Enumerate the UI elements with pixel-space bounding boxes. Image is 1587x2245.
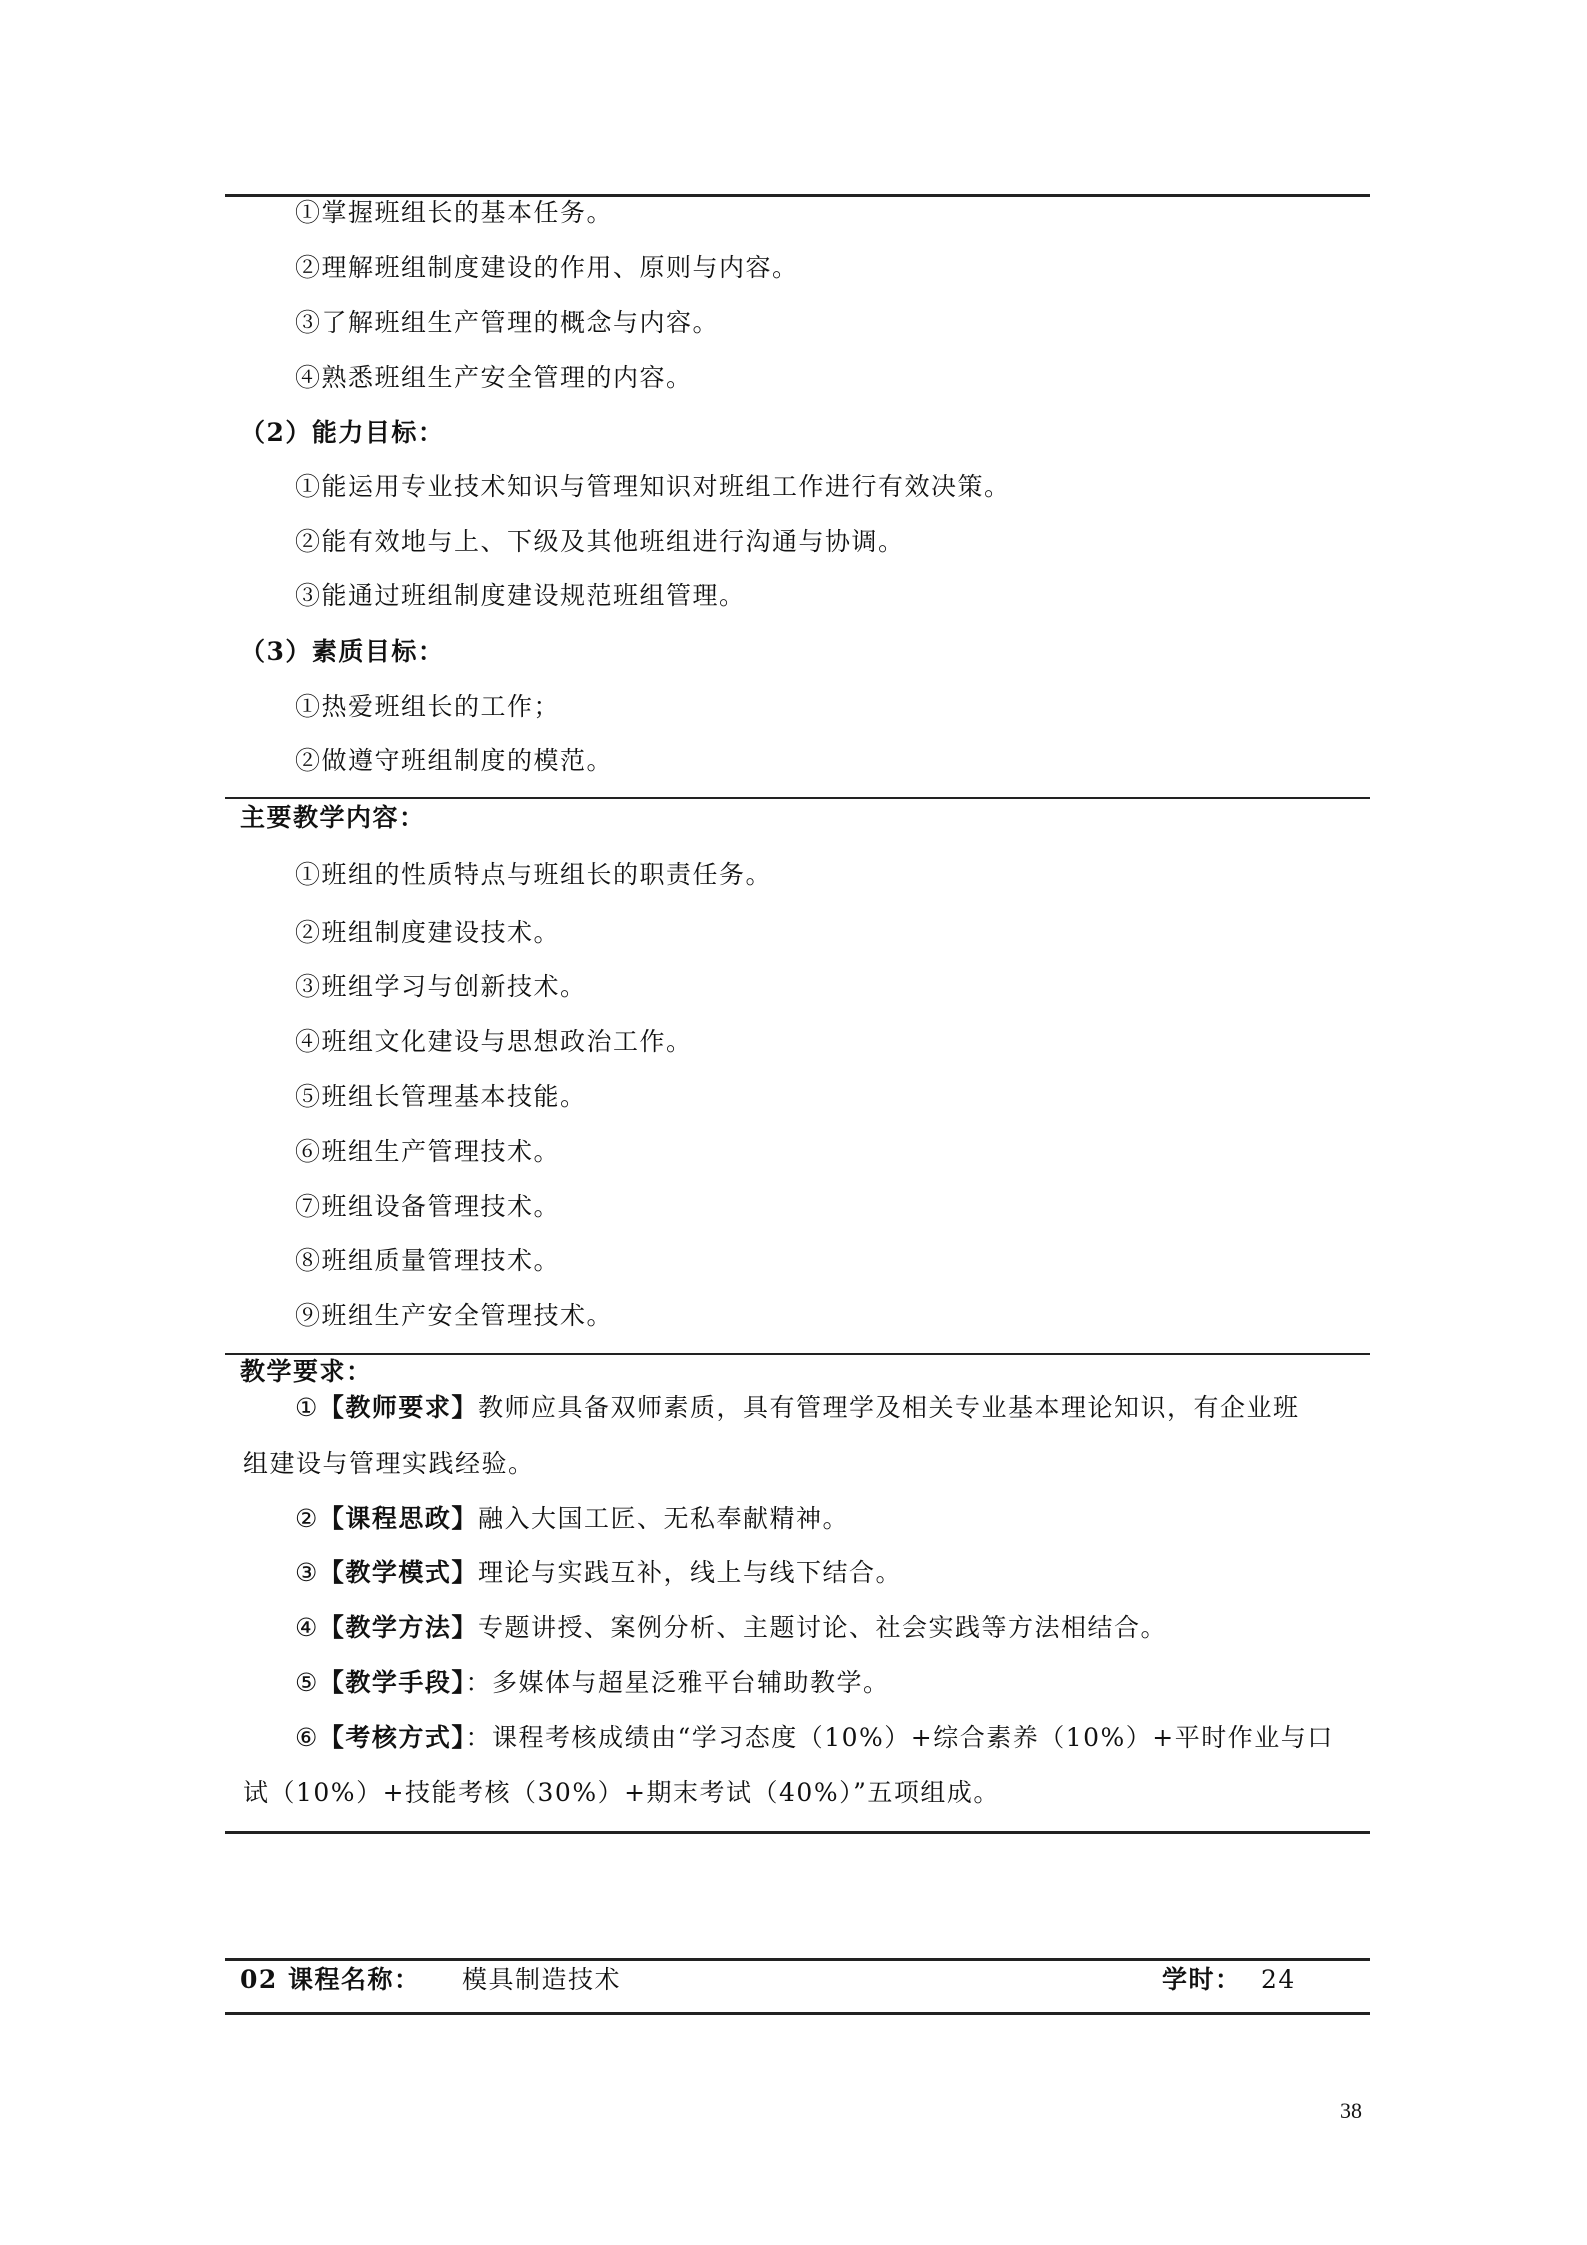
- requirement-4: [295, 1613, 1167, 1643]
- requirement-5-text: ：多媒体与超星泛雅平台辅助教学。: [465, 1668, 890, 1697]
- content-item-5: ⑤班组长管理基本技能。: [295, 1082, 587, 1111]
- course-hours-label: 学时：: [1162, 1965, 1242, 1994]
- knowledge-goal-1: ①掌握班组长的基本任务。: [295, 198, 614, 227]
- requirement-1-tag: 【教师要求】: [318, 1393, 478, 1422]
- requirement-5: [295, 1668, 889, 1698]
- ability-goal-2: ②能有效地与上、下级及其他班组进行沟通与协调。: [295, 527, 905, 556]
- top-rule: [225, 194, 1370, 197]
- ability-goals-heading: （2）能力目标：: [240, 418, 445, 447]
- requirement-1-text: 教师应具备双师素质，具有管理学及相关专业基本理论知识，有企业班: [477, 1393, 1300, 1422]
- course-header-top-rule: [225, 1958, 1370, 1961]
- requirement-4-num: ④: [295, 1613, 319, 1642]
- content-item-4: ④班组文化建设与思想政治工作。: [295, 1027, 693, 1056]
- requirement-6-text: ：课程考核成绩由“学习态度（10%）+综合素养（10%）+平时作业与口: [465, 1723, 1334, 1752]
- ability-goal-1: ①能运用专业技术知识与管理知识对班组工作进行有效决策。: [295, 472, 1011, 501]
- requirement-6-continuation: 试（10%）+技能考核（30%）+期末考试（40%）”五项组成。: [243, 1778, 1000, 1807]
- content-item-6: ⑥班组生产管理技术。: [295, 1137, 561, 1166]
- requirement-2-text: 融入大国工匠、无私奉献精神。: [477, 1504, 849, 1533]
- table-bottom-rule: [225, 1831, 1370, 1834]
- course-name: 模具制造技术: [462, 1965, 622, 1994]
- requirement-5-num: ⑤: [295, 1668, 319, 1697]
- requirement-1-continuation: 组建设与管理实践经验。: [243, 1449, 535, 1478]
- requirement-3-tag: 【教学模式】: [318, 1558, 478, 1587]
- requirement-3-num: ③: [295, 1558, 319, 1587]
- requirement-4-tag: 【教学方法】: [318, 1613, 478, 1642]
- content-item-8: ⑧班组质量管理技术。: [295, 1246, 561, 1275]
- requirement-6-num: ⑥: [295, 1723, 319, 1752]
- ability-goal-3: ③能通过班组制度建设规范班组管理。: [295, 581, 746, 610]
- requirement-6-tag: 【考核方式】: [318, 1723, 466, 1752]
- content-item-1: ①班组的性质特点与班组长的职责任务。: [295, 860, 773, 889]
- requirements-heading: 教学要求：: [240, 1357, 373, 1386]
- requirement-1-num: ①: [295, 1393, 319, 1422]
- knowledge-goal-3: ③了解班组生产管理的概念与内容。: [295, 308, 720, 337]
- knowledge-goal-2: ②理解班组制度建设的作用、原则与内容。: [295, 253, 799, 282]
- requirement-3-text: 理论与实践互补，线上与线下结合。: [477, 1558, 902, 1587]
- requirement-2-num: ②: [295, 1504, 319, 1533]
- course-header-bottom-rule: [225, 2012, 1370, 2015]
- requirement-3: [295, 1558, 902, 1588]
- content-heading: 主要教学内容：: [240, 803, 426, 832]
- requirement-2: [295, 1504, 849, 1534]
- content-item-2: ②班组制度建设技术。: [295, 918, 561, 947]
- requirement-5-tag: 【教学手段】: [318, 1668, 466, 1697]
- requirement-4-text: 专题讲授、案例分析、主题讨论、社会实践等方法相结合。: [477, 1613, 1167, 1642]
- requirement-2-tag: 【课程思政】: [318, 1504, 478, 1533]
- content-item-3: ③班组学习与创新技术。: [295, 972, 587, 1001]
- section-divider: [225, 1353, 1370, 1355]
- quality-goal-1: ①热爱班组长的工作；: [295, 692, 561, 721]
- requirement-6: [295, 1723, 1334, 1753]
- course-name-label: 02 课程名称：: [240, 1965, 421, 1994]
- page-number: 38: [1340, 2098, 1362, 2123]
- section-divider: [225, 797, 1370, 799]
- content-item-9: ⑨班组生产安全管理技术。: [295, 1301, 614, 1330]
- content-item-7: ⑦班组设备管理技术。: [295, 1192, 561, 1221]
- requirement-1: [295, 1393, 1299, 1423]
- knowledge-goal-4: ④熟悉班组生产安全管理的内容。: [295, 363, 693, 392]
- quality-goals-heading: （3）素质目标：: [240, 637, 445, 666]
- course-hours: 24: [1261, 1965, 1296, 1994]
- quality-goal-2: ②做遵守班组制度的模范。: [295, 746, 614, 775]
